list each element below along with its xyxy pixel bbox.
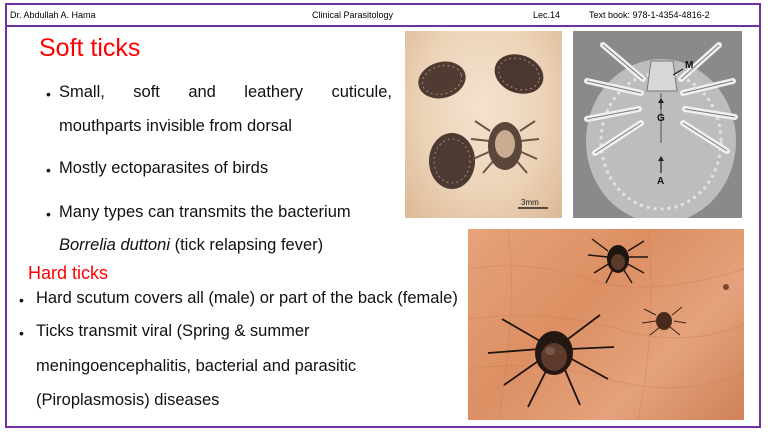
- slide-header: [5, 3, 761, 27]
- hard-bullet-2-line-3: (Piroplasmosis) diseases: [36, 391, 220, 409]
- species-name: Borrelia duttoni: [59, 236, 170, 254]
- hard-bullet-2-line-2: meningoencephalitis, bacterial and parasitic: [36, 357, 357, 375]
- bullet-icon: •: [19, 325, 24, 341]
- sem-label-m: M: [685, 60, 694, 71]
- scale-label: 3mm: [521, 198, 539, 207]
- bullet-icon: •: [46, 162, 51, 178]
- tick-sem-photo: [573, 31, 742, 218]
- hard-ticks-photo: [468, 229, 744, 420]
- soft-bullet-1-line-1: Small, soft and leathery cuticule,: [59, 83, 392, 101]
- sem-label-g: G: [657, 113, 665, 124]
- bullet-icon: •: [46, 86, 51, 102]
- hard-bullet-1: Hard scutum covers all (male) or part of the back (female): [36, 289, 458, 307]
- soft-bullet-1-line-2: mouthparts invisible from dorsal: [59, 117, 292, 135]
- bullet-icon: •: [46, 206, 51, 222]
- header-lecture: Lec.14: [533, 10, 561, 20]
- soft-ticks-photo: [405, 31, 562, 218]
- soft-bullet-2: Mostly ectoparasites of birds: [59, 159, 269, 177]
- hard-bullet-2-line-1: Ticks transmit viral (Spring & summer: [36, 322, 310, 340]
- hard-ticks-title: Hard ticks: [28, 263, 109, 283]
- soft-bullet-3-line-1: Many types can transmits the bacterium: [59, 203, 351, 221]
- disease-note: (tick relapsing fever): [169, 236, 324, 254]
- header-author: Dr. Abdullah A. Hama: [10, 10, 96, 20]
- sem-label-a: A: [657, 176, 665, 187]
- header-textbook: Text book: 978-1-4354-4816-2: [589, 10, 710, 20]
- bullet-icon: •: [19, 292, 24, 308]
- header-course: Clinical Parasitology: [312, 10, 394, 20]
- soft-ticks-title: Soft ticks: [39, 34, 141, 62]
- soft-bullet-3-line-2: [59, 236, 323, 255]
